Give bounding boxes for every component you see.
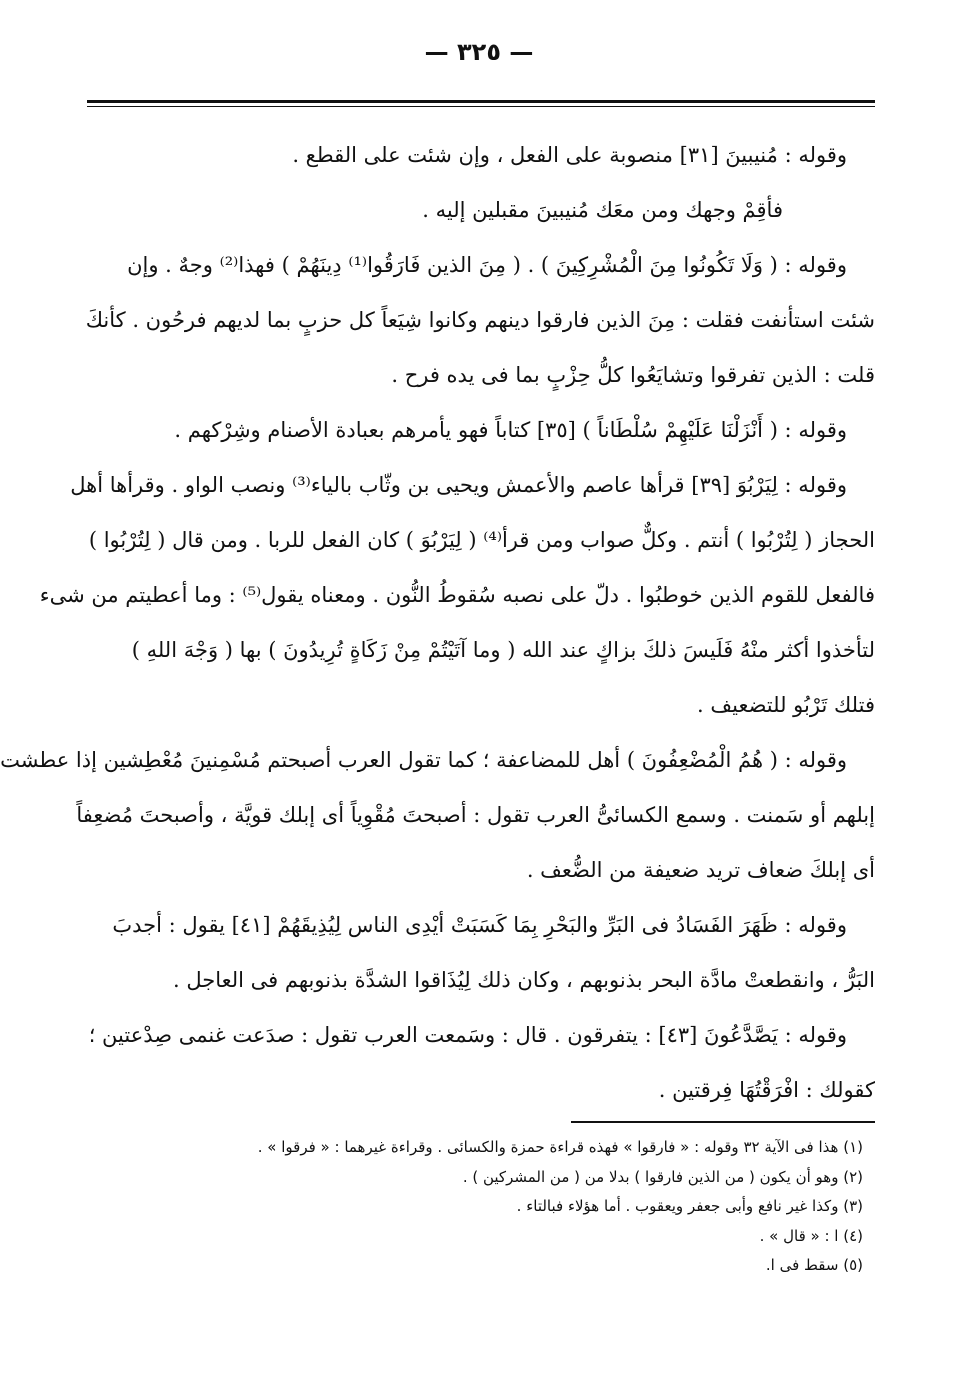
footnote-3: (٣) وكذا غير نافع وأبى جعفر ويعقوب . أما هؤلاء فبالتاء .: [516, 1197, 863, 1215]
text-line: وقوله : ( وَلَا تَكُونُوا مِنَ الْمُشْرِكِينَ ) . ( مِنَ الذين فَارَقُوا⁽¹⁾ دِينَهُمْ ) فهذا⁽²⁾ وجهٌ . وإن: [127, 253, 847, 277]
footnote-rule: [571, 1121, 875, 1123]
footnote-5: (٥) سقط فى ا.: [765, 1256, 863, 1274]
text-line: لتأخذوا أكثر منْهُ فَلَيسَ ذلكَ بزاكٍ عند الله ( وما آتَيْتُمْ مِنْ زَكَاةٍ تُرِيدُونَ ) بها ( وَجْهَ اللهِ ): [131, 638, 875, 662]
footnote-2: (٢) وهو أن يكون ( من الذين فارقوا ) بدلا من ( من المشركين ) .: [462, 1167, 863, 1186]
footnote-4: (٤) ا : « قال » .: [759, 1226, 863, 1245]
text-line: البَرُّ ، وانقطعتْ مادَّة البحر بذنوبهم ، وكان ذلك لِيُذَاقوا الشدَّة بذنوبهم فى العاجل .: [172, 968, 875, 992]
text-line: فأقِمْ وجهك ومن معَك مُنيبينَ مقبلين إليه .: [422, 198, 783, 222]
text-line: فالفعل للقوم الذين خوطبُوا . دلّ على نصبه سُقوطُ النُّون . ومعناه يقول⁽⁵⁾ : وما أعطيتم من شىء: [39, 583, 875, 607]
text-line: إبلهم أو سَمنت . وسمع الكسائىُّ العرب تقول : أصبحتَ مُقْوِياً أى إبلك قويَّة ، وأصبحتَ مُضعِفاً: [76, 803, 875, 827]
text-line: شئت استأنفت فقلت : مِنَ الذين فارقوا دينهم وكانوا شِيَعاً كل حزبٍ بما لديهم فرحُون . كأنكَ: [85, 308, 875, 332]
text-line: أى إبلكَ ضعاف تريد ضعيفة من الضُّعف .: [526, 858, 875, 882]
text-line: الحجاز ( لِتُرْبُوا ) أنتم . وكلٌّ صواب ومن قرأ⁽⁴⁾ ( لِيَرْبُوَ ) كان الفعل للربا . ومن قال ( لِتُرْبُوا ): [88, 528, 875, 552]
header-rule: [87, 100, 875, 103]
text-line: وقوله : ( أَنْزَلْنَا عَلَيْهِمْ سُلْطَاناً ) [٣٥] كتاباً فهو يأمرهم بعبادة الأصنام وشِرْكهم .: [174, 418, 847, 442]
page-number: — ٣٢٥ —: [424, 38, 534, 66]
footnote-1: (١) هذا فى الآية ٣٢ وقوله : « فارقوا » فهذه قراءة حمزة والكسائى . وقراءة غيرهما : « فرقوا » .: [257, 1138, 863, 1156]
text-line: وقوله : يَصَّدَّعُونَ [٤٣] : يتفرقون . قال : وسَمعت العرب تقول : صدَعت غنمى صِدْعتين ؛: [88, 1023, 847, 1047]
text-line: وقوله : مُنيبينَ [٣١] منصوبة على الفعل ، وإن شئت على القطع .: [292, 143, 847, 167]
text-line: وقوله : لِيَرْبُوَ [٣٩] قرأها عاصم والأعمش ويحيى بن وثّاب بالياء⁽³⁾ ونصب الواو . وقرأها أهل: [70, 473, 847, 497]
header-rule-thin: [87, 106, 875, 107]
text-line: قلت : الذين تفرقوا وتشايَعُوا كلُّ حِزْبٍ بما فى يده فرح .: [391, 363, 875, 387]
body-text: [0, 128, 875, 1118]
text-line: وقوله : ( هُمُ الْمُضْعِفُونَ ) أهل للمضاعفة ؛ كما تقول العرب أصبحتم مُسْمِنينَ مُعْطِشين إذا عطشت: [0, 748, 847, 772]
footnotes: [123, 1133, 875, 1281]
text-line: كقولك : افْرَقْتُهَا فِرقتين .: [658, 1078, 875, 1102]
text-line: وقوله : ظَهَرَ الفَسَادُ فى البَرِّ والبَحْرِ بِمَا كَسَبَتْ أيْدِى الناس لِيُذِيقَهُمْ [٤١] يقول : أجدبَ: [112, 913, 847, 937]
text-line: فتلك تَرْبُو للتضعيف .: [697, 693, 875, 717]
